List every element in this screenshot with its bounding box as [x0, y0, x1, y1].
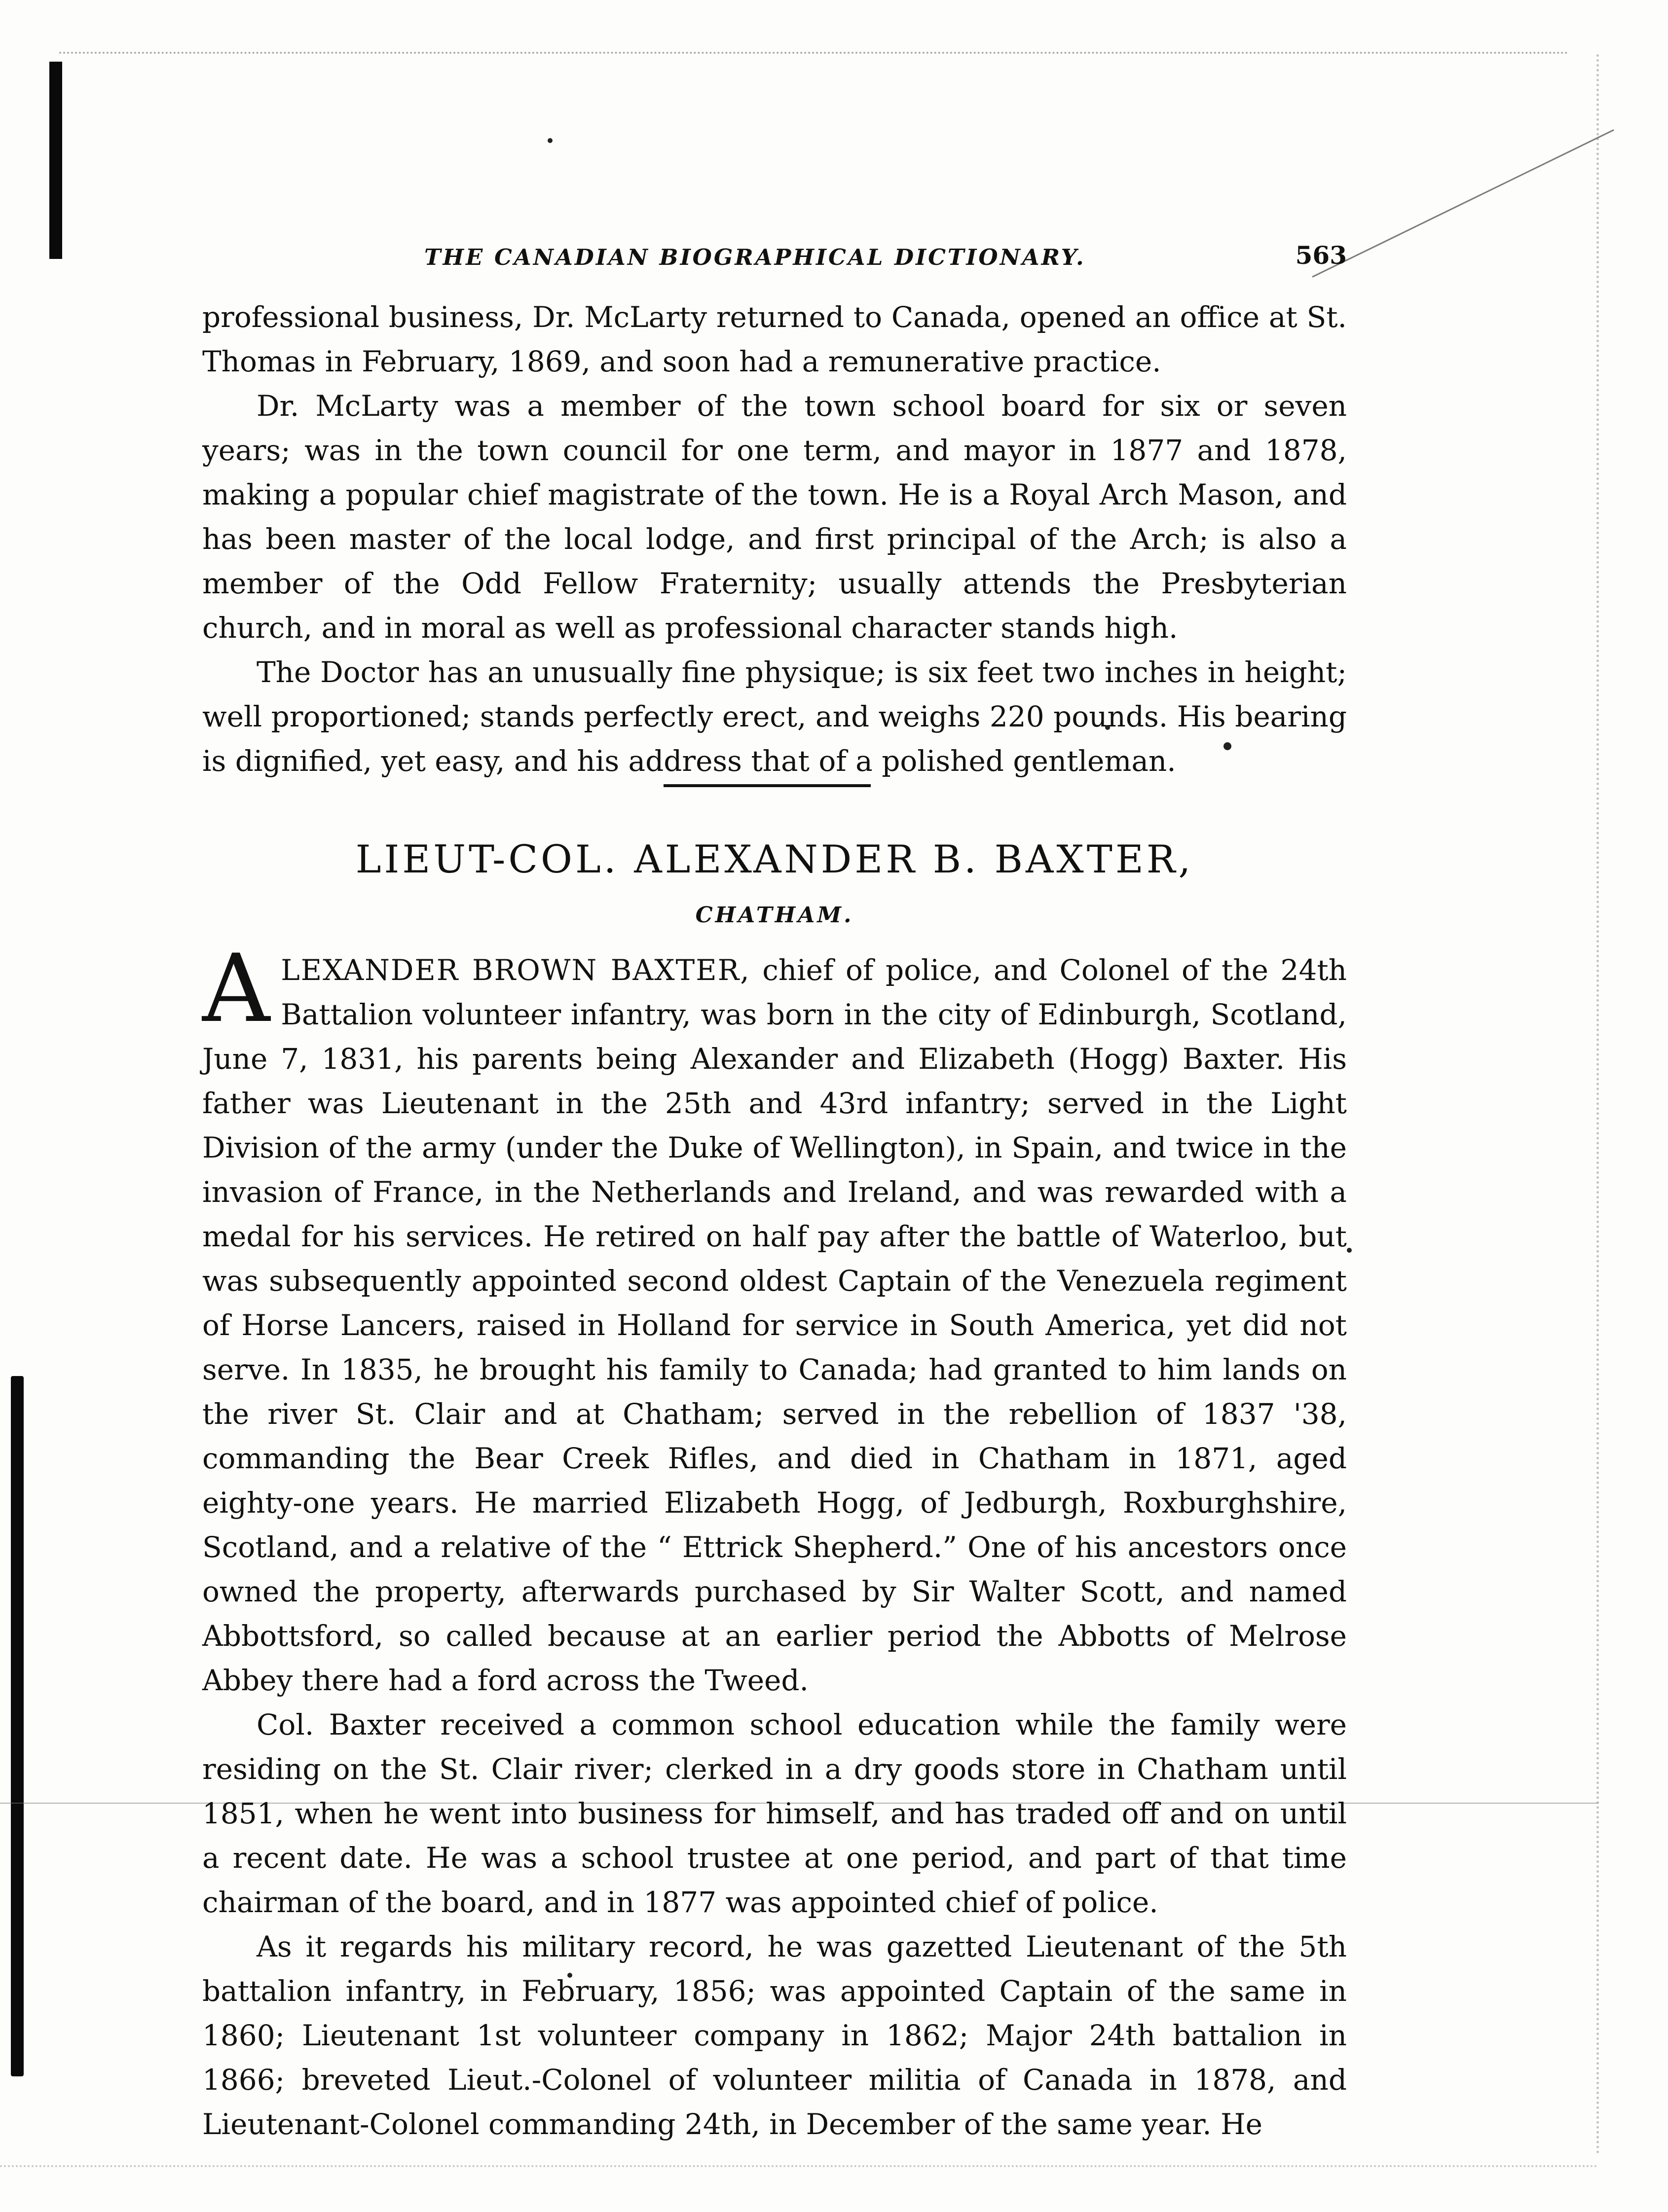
lead-caps: LEXANDER BROWN BAXTER, [281, 953, 750, 987]
margin-binding-mark-bottom [11, 1376, 24, 2076]
continued-entry-text [202, 295, 1347, 783]
entry-title: LIEUT-COL. ALEXANDER B. BAXTER, [355, 837, 1194, 882]
drop-cap: A [202, 934, 270, 1043]
scan-edge-bottom [0, 2165, 1598, 2172]
scan-speck [548, 138, 553, 143]
paragraph-text: chief of police, and Colonel of the 24th Battalion volunteer infantry, was born in the city of Edinburgh, Scotland, June 7, 1831, his parents being Alexander and Elizabeth (Hogg) Baxter. His father was Lieutenant in the 25th and 43rd infantry; served in the Light Division of the army (under the Duke of Wellington), in Spain, and twice in the invasion of France, in the Netherlands and Ireland, and was rewarded with a medal for his services. He retired on half pay after the battle of Waterloo, but was subsequently appointed second oldest Captain of the Venezuela regiment of Horse Lancers, raised in Holland for service in South America, yet did not serve. In 1835, he brought his family to Canada; had granted to him lands on the river St. Clair and at Chatham; served in the rebellion of 1837 '38, commanding the Bear Creek Rifles, and died in Chatham in 1871, aged eighty-one years. He married Elizabeth Hogg, of Jedburgh, Roxburghshire, Scotland, and a relative of the “ Ettrick Shepherd.” One of his ancestors once owned the property, afterwards purchased by Sir Walter Scott, and named Abbottsford, so called because at an earlier period the Abbotts of Melrose Abbey there had a ford across the Tweed. [202, 953, 1347, 1697]
section-divider-rule [664, 784, 871, 787]
scan-speck [1347, 1248, 1352, 1253]
stray-scan-line [1312, 129, 1614, 278]
paragraph [202, 934, 1347, 1703]
paragraph: The Doctor has an unusually fine physique; is six feet two inches in height; well proportioned; stands perfectly erect, and weighs 220 pounds. His bearing is dignified, yet easy, and his address that of a polished gentleman. [202, 655, 1347, 778]
entry-body [202, 934, 1347, 2146]
scan-edge-right [1592, 54, 1599, 2155]
margin-binding-mark-top [49, 62, 62, 259]
paragraph: Col. Baxter received a common school education while the family were residing on the St. Clair river; clerked in a dry goods store in Chatham until 1851, when he went into business for himself, and has traded off and on until a recent date. He was a school trustee at one period, and part of that time chairman of the board, and in 1877 was appointed chief of police. [202, 1708, 1347, 1919]
page-number: 563 [1295, 241, 1347, 270]
scan-edge-top [59, 52, 1569, 61]
paragraph: Dr. McLarty was a member of the town school board for six or seven years; was in the town council for one term, and mayor in 1877 and 1878, making a popular chief magistrate of the town. He is a Royal Arch Mason, and has been master of the local lodge, and first principal of the Arch; is also a member of the Odd Fellow Fraternity; usually attends the Presbyterian church, and in moral as well as professional character stands high. [202, 389, 1347, 645]
entry-location: CHATHAM. [695, 903, 854, 928]
paragraph: As it regards his military record, he was gazetted Lieutenant of the 5th battalion infantry, in February, 1856; was appointed Captain of the same in 1860; Lieutenant 1st volunteer company in 1862; Major 24th battalion in 1866; breveted Lieut.-Colonel of volunteer militia of Canada in 1878, and Lieutenant-Colonel commanding 24th, in December of the same year. He [202, 1930, 1347, 2141]
paragraph: professional business, Dr. McLarty returned to Canada, opened an office at St. Thomas in February, 1869, and soon had a remunerative practice. [202, 300, 1347, 378]
running-head: THE CANADIAN BIOGRAPHICAL DICTIONARY. [424, 244, 1086, 270]
